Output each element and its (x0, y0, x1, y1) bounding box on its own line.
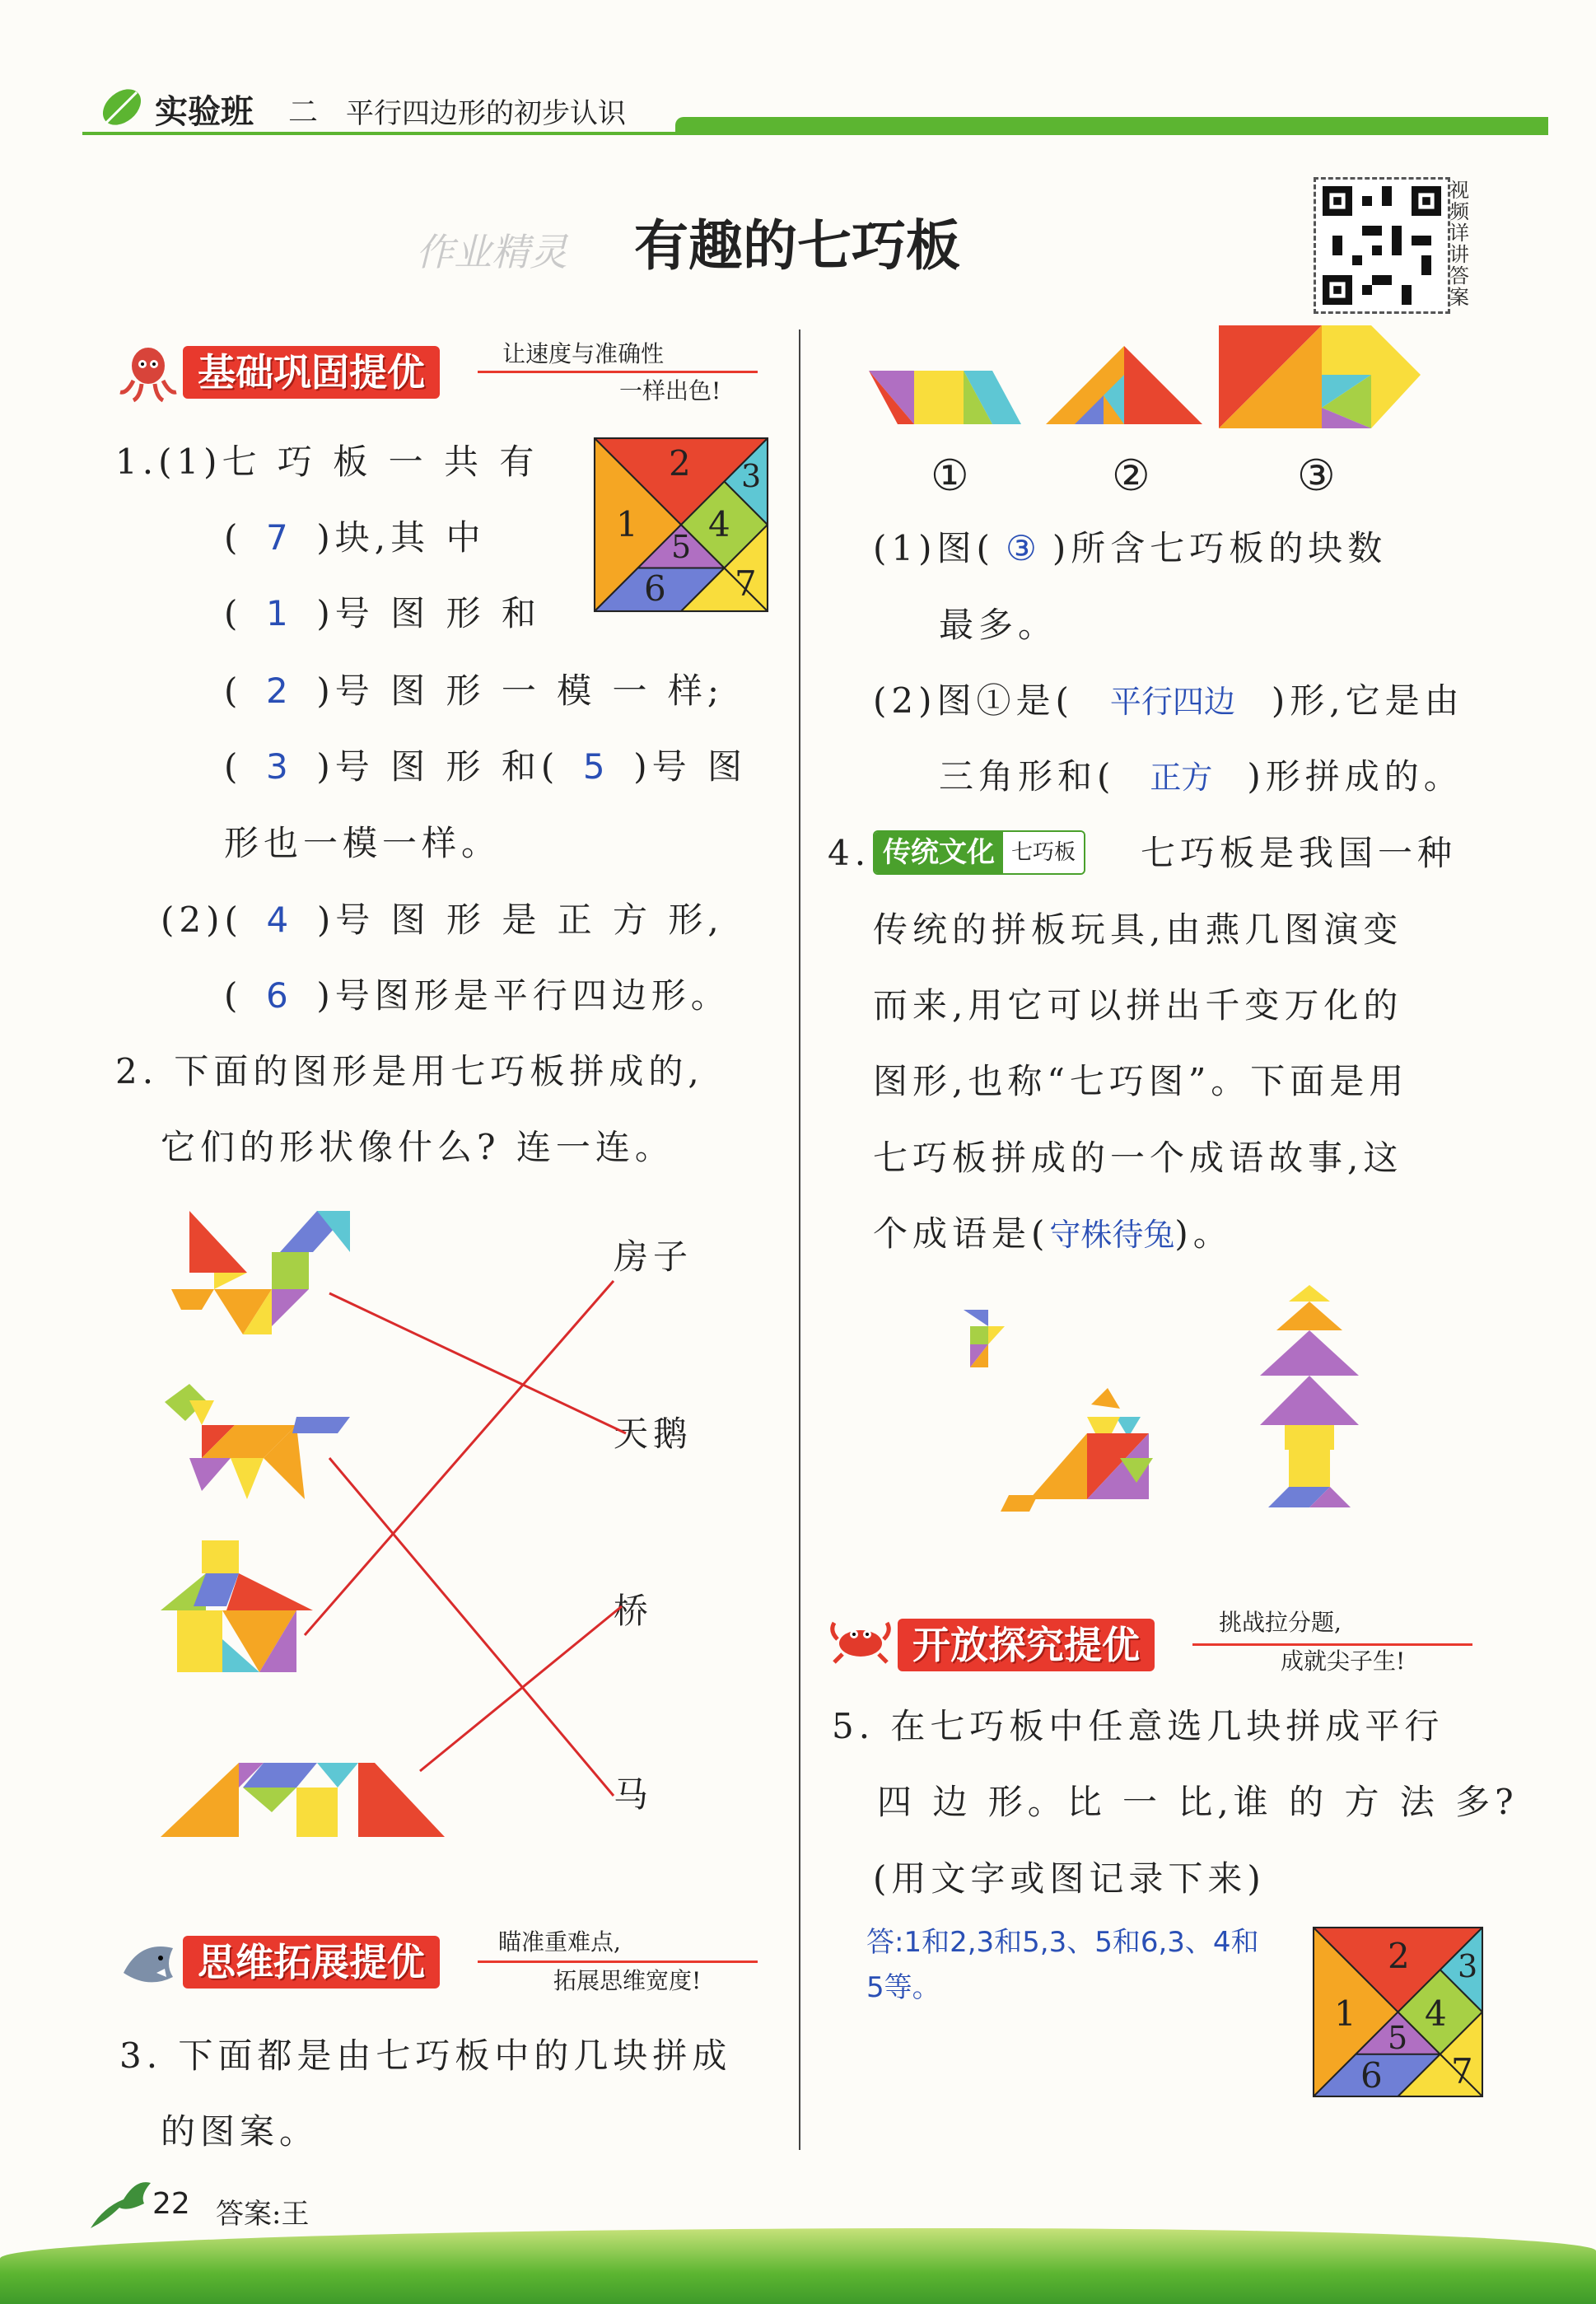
section-open-note-2: 成就尖子生! (1281, 1647, 1406, 1675)
idiom-story-figure (955, 1285, 1367, 1532)
q3-part-1-line-2: 最多。 (939, 605, 1058, 645)
q3-figure-label-1: ① (931, 451, 969, 501)
tangram-q5-label-5: 5 (1388, 2020, 1408, 2056)
q1-line-5: ( 3 )号 图 形 和( 5 )号 图 (224, 746, 747, 787)
q1-line-7: (2)( 4 )号 图 形 是 正 方 形, (161, 900, 724, 940)
unit-title: 平行四边形的初步认识 (346, 97, 626, 130)
q4-answer: 守株待兔 (1049, 1217, 1175, 1253)
footer-leaf-icon (86, 2175, 152, 2232)
tangram-label-7: 7 (735, 563, 757, 604)
q3-part-1: (1)图( ③ )所含七巧板的块数 (873, 528, 1388, 568)
q5-answer-line-1: 答:1和2,3和5,3、5和6,3、4和 (866, 1926, 1259, 1959)
q3-figure-label-2: ② (1112, 451, 1150, 501)
section-basic-title: 基础巩固提优 (183, 346, 440, 399)
q1-line-6: 形也一模一样。 (224, 823, 502, 863)
tangram-label-2: 2 (669, 443, 691, 484)
match-line-swan (329, 1293, 626, 1433)
q3-part-2-line-2: 三角形和( 正方 )形拼成的。 (939, 756, 1463, 797)
q1-line-4: ( 2 )号 图 形 一 模 一 样; (224, 671, 725, 711)
section-thinking-note-1: 瞄准重难点, (498, 1928, 621, 1956)
q1-answer-a6: 4 (266, 900, 294, 940)
q3-part-2: (2)图①是( 平行四边 )形,它是由 (873, 680, 1464, 721)
tangram-label-1: 1 (616, 504, 638, 544)
q1-answer-a3: 2 (266, 671, 293, 711)
q5-answer-line-2: 5等。 (866, 1971, 940, 2004)
q2-option-horse: 马 (614, 1774, 654, 1815)
q3-figure-label-3: ③ (1297, 451, 1336, 501)
section-thinking-note-2: 拓展思维宽度! (553, 1967, 702, 1994)
q4-line-2: 传统的拼板玩具,由燕几图演变 (873, 909, 1403, 950)
unit-number: 二 (288, 96, 319, 129)
tangram-label-3: 3 (741, 458, 762, 494)
q4-line-1: 七巧板是我国一种 (1141, 833, 1458, 873)
q1-line-3: ( 1 )号 图 形 和 (224, 593, 541, 633)
section-thinking-line (478, 1961, 758, 1963)
page-title: 有趣的七巧板 (634, 214, 960, 278)
q4-tag (873, 830, 1085, 875)
q3-line-1: 3. 下面都是由七巧板中的几块拼成 (119, 2035, 732, 2076)
tangram-q5-label-1: 1 (1334, 1993, 1356, 2034)
q4-tag-main: 传统文化 (875, 832, 1003, 873)
section-thinking-title: 思维拓展提优 (183, 1936, 440, 1989)
tangram-q5-label-7: 7 (1451, 2051, 1473, 2091)
q5-line-3: (用文字或图记录下来) (873, 1858, 1266, 1899)
footer-green-wave (0, 2228, 1596, 2304)
q3-figure-3 (1219, 325, 1425, 432)
section-basic-note-2: 一样出色! (619, 377, 721, 404)
q3-answer-1: ③ (1006, 528, 1042, 568)
q2-option-swan: 天鹅 (614, 1414, 693, 1454)
q1-answer-a5: 5 (582, 746, 610, 787)
shark-icon (115, 1932, 181, 1998)
watermark: 作业精灵 (416, 230, 567, 274)
q1-answer-a2: 1 (266, 593, 293, 633)
section-basic-note-1: 让速度与准确性 (502, 340, 665, 367)
page-number: 22 (152, 2187, 190, 2221)
q1-line-1: 1.(1)七 巧 板 一 共 有 (115, 442, 539, 482)
q1-answer-count: 7 (266, 517, 293, 558)
section-open-title: 开放探究提优 (898, 1619, 1155, 1671)
q5-line-2: 四 边 形。比 一 比,谁 的 方 法 多? (877, 1782, 1519, 1822)
q4-line-5: 七巧板拼成的一个成语故事,这 (873, 1138, 1403, 1178)
q4-number: 4. (828, 833, 871, 873)
q5-line-1: 5. 在七巧板中任意选几块拼成平行 (832, 1706, 1444, 1746)
q1-line-2: ( 7 )块,其 中 (224, 517, 486, 558)
tangram-q5-label-2: 2 (1388, 1936, 1410, 1976)
footer-answer-label: 答案:王 (216, 2198, 310, 2231)
qr-label: 视频详讲答案 (1449, 179, 1469, 309)
match-line-house (305, 1281, 614, 1635)
q2-option-bridge: 桥 (614, 1591, 654, 1631)
q2-line-1: 2. 下面的图形是用七巧板拼成的, (115, 1051, 704, 1091)
q4-line-6: 个成语是(守株待兔)。 (873, 1213, 1233, 1254)
q3-line-2: 的图案。 (161, 2111, 320, 2152)
tangram-label-5: 5 (671, 529, 692, 565)
q3-figure-1 (869, 371, 1025, 428)
q2-line-2: 它们的形状像什么? 连一连。 (161, 1127, 674, 1167)
tangram-label-6: 6 (644, 568, 666, 609)
q4-line-3: 而来,用它可以拼出千变万化的 (873, 985, 1403, 1026)
q4-line-4: 图形,也称“七巧图”。下面是用 (873, 1061, 1409, 1101)
q1-answer-a7: 6 (266, 975, 293, 1016)
tangram-q5-label-3: 3 (1458, 1948, 1478, 1984)
q1-answer-a4: 3 (266, 746, 293, 787)
match-line-horse (329, 1458, 614, 1796)
section-open-note-1: 挑战拉分题, (1219, 1609, 1342, 1636)
match-line-bridge (420, 1606, 622, 1771)
q4-tag-sub: 七巧板 (1003, 832, 1084, 873)
tangram-q5-label-4: 4 (1425, 1993, 1447, 2034)
crab-icon (828, 1615, 894, 1664)
q3-answer-3: 正方 (1150, 759, 1213, 796)
tangram-label-4: 4 (708, 504, 730, 544)
q3-figure-2 (1046, 346, 1202, 428)
q2-option-house: 房子 (614, 1236, 693, 1277)
tangram-q5-label-6: 6 (1360, 2055, 1383, 2096)
q1-line-8: ( 6 )号图形是平行四边形。 (224, 975, 730, 1016)
q3-answer-2: 平行四边 (1109, 684, 1235, 720)
brand-name: 实验班 (155, 93, 254, 131)
